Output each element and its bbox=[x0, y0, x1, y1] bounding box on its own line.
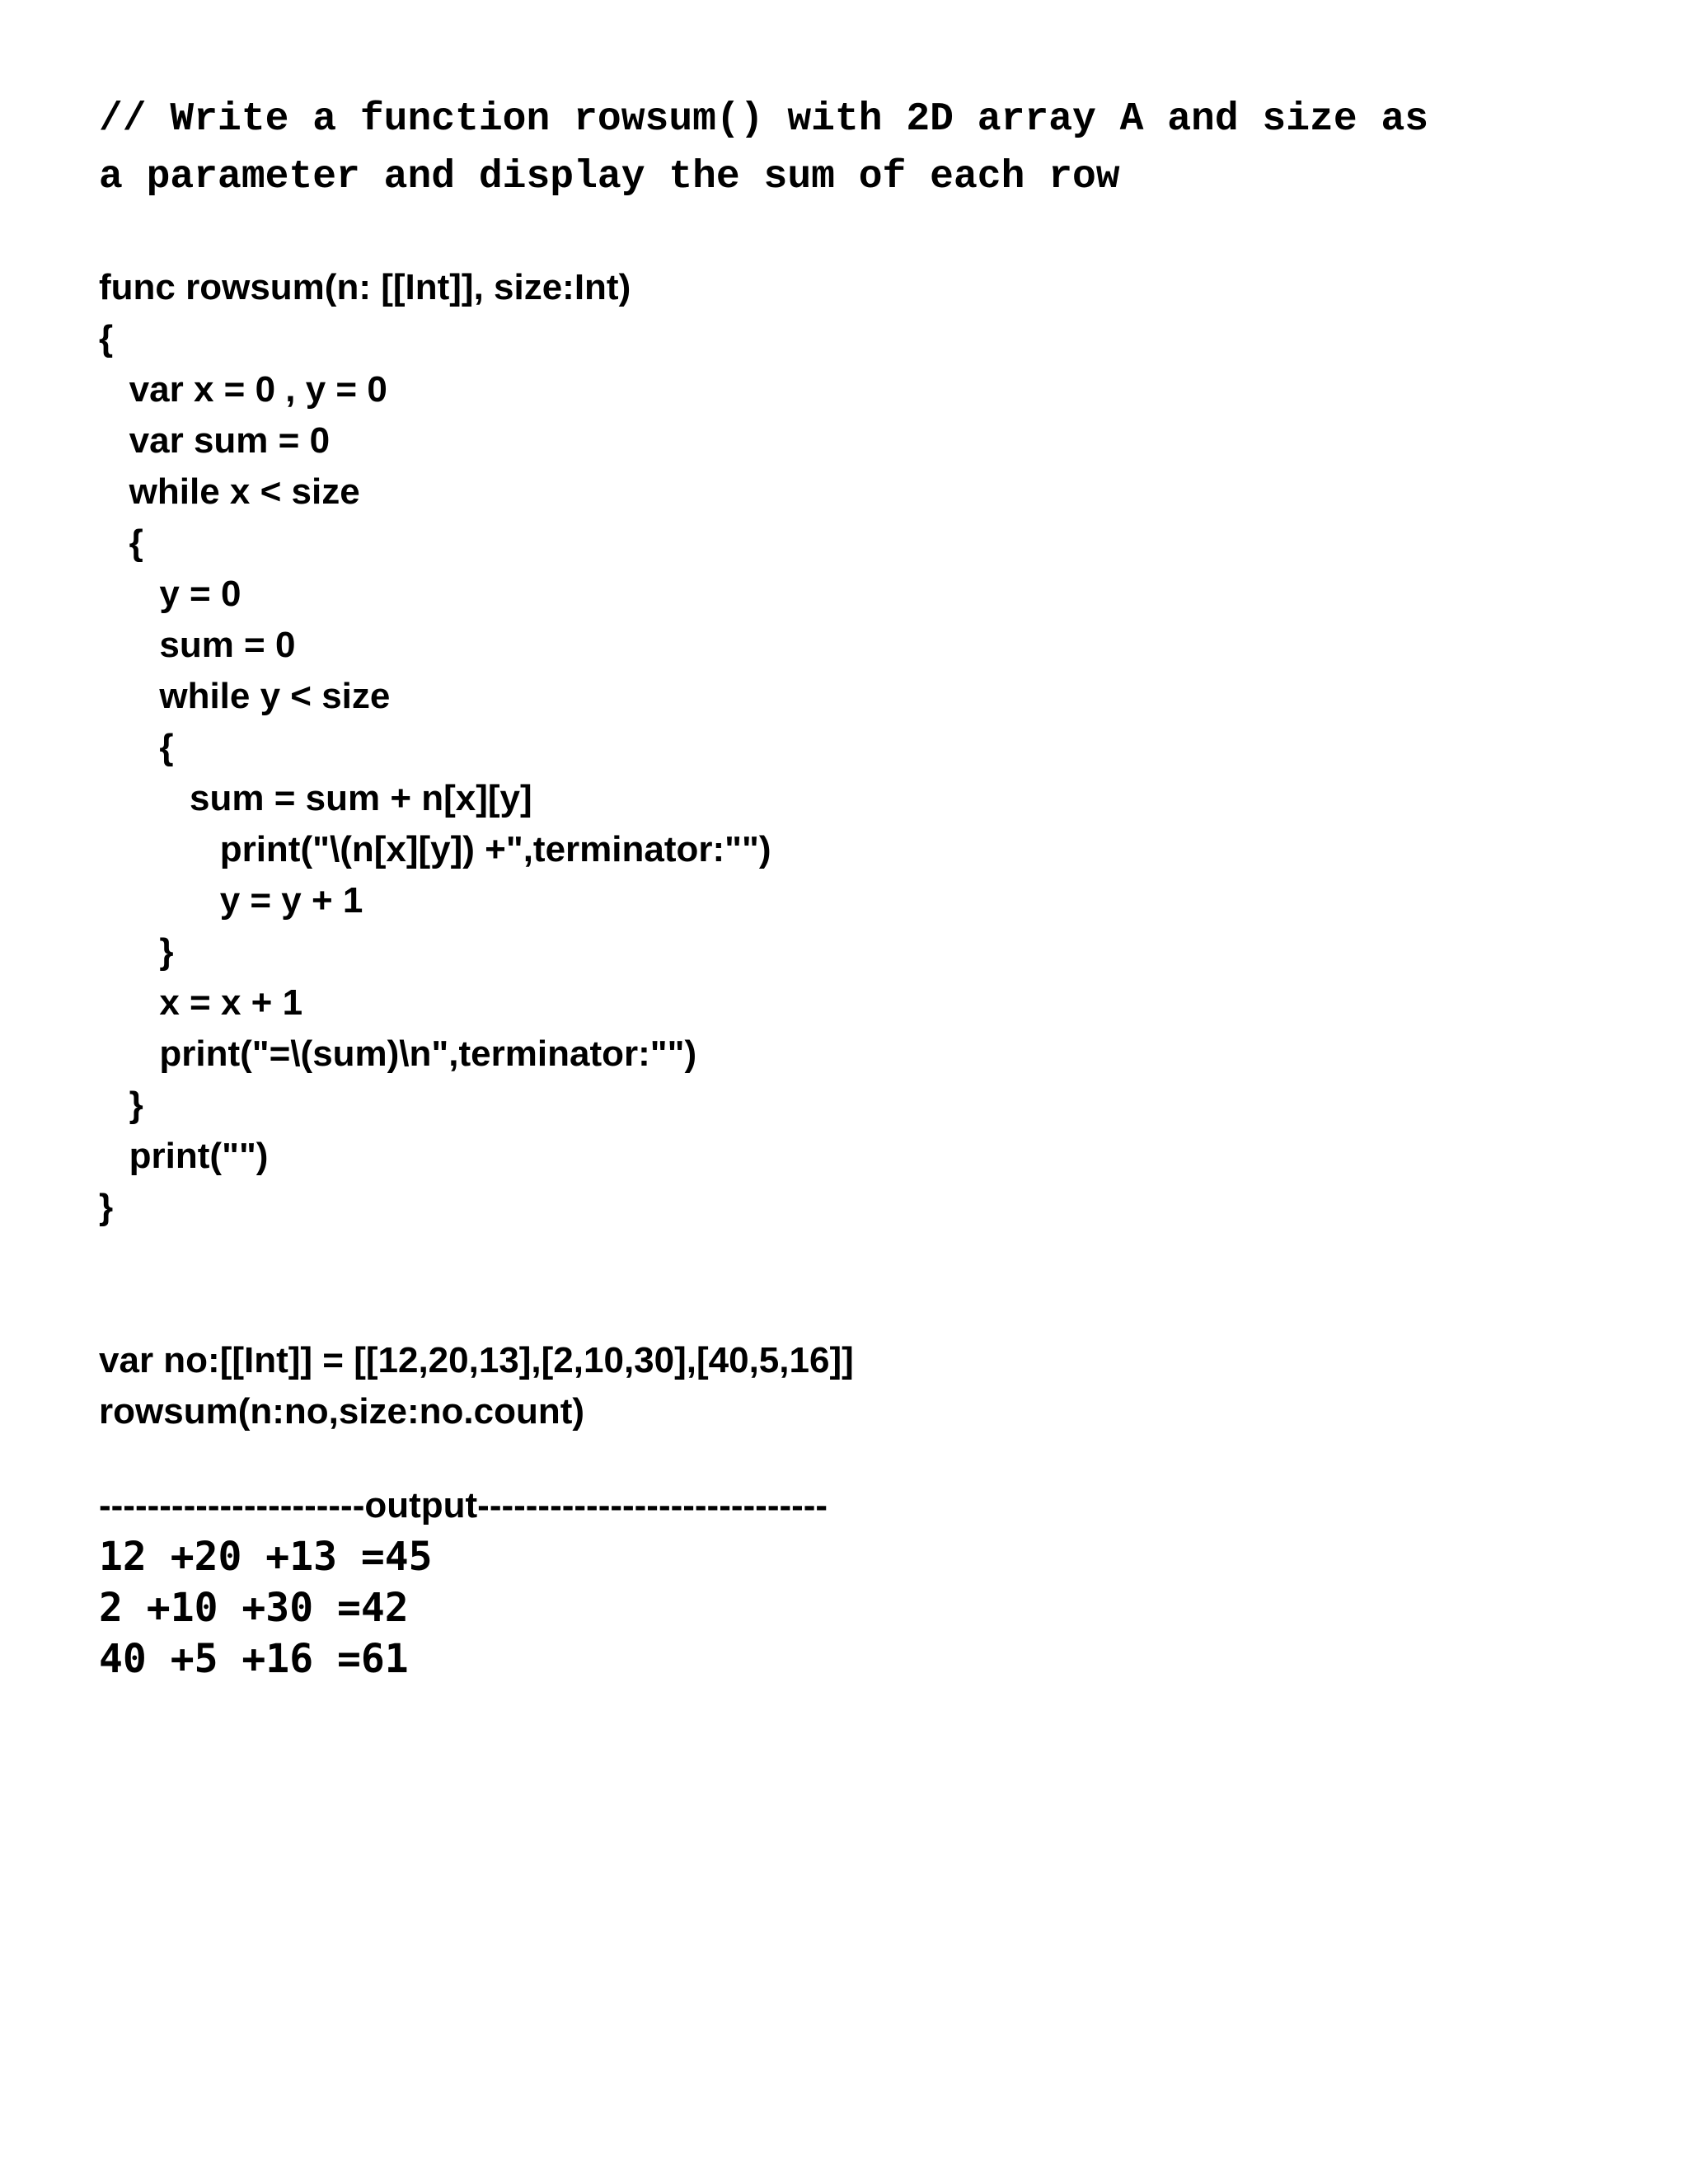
code-line: while y < size bbox=[99, 676, 391, 716]
code-line-blank bbox=[99, 1233, 854, 1284]
output-line: 12 +20 +13 =45 bbox=[99, 1534, 433, 1580]
code-line: print("\(n[x][y]) +",terminator:"") bbox=[99, 829, 771, 869]
comment-line: a parameter and display the sum of each row bbox=[99, 155, 1120, 199]
code-line: var x = 0 , y = 0 bbox=[99, 369, 387, 410]
comment-line: // Write a function rowsum() with 2D array A and size as bbox=[99, 97, 1429, 142]
code-line-blank bbox=[99, 1284, 854, 1335]
code-line: } bbox=[99, 1187, 114, 1227]
code-block bbox=[99, 262, 854, 1437]
code-line: func rowsum(n: [[Int]], size:Int) bbox=[99, 267, 631, 307]
code-line: } bbox=[99, 931, 174, 972]
output-separator: ----------------------output----------------------------- bbox=[99, 1485, 828, 1526]
code-line: x = x + 1 bbox=[99, 982, 303, 1023]
code-line: y = 0 bbox=[99, 574, 241, 614]
code-line: rowsum(n:no,size:no.count) bbox=[99, 1391, 585, 1432]
output-line: 40 +5 +16 =61 bbox=[99, 1636, 409, 1682]
code-line: print("") bbox=[99, 1136, 269, 1176]
output-line: 2 +10 +30 =42 bbox=[99, 1585, 409, 1631]
code-line: var no:[[Int]] = [[12,20,13],[2,10,30],[40,5,16]] bbox=[99, 1340, 854, 1380]
code-line: } bbox=[99, 1085, 143, 1125]
code-line: var sum = 0 bbox=[99, 420, 331, 461]
output-block bbox=[99, 1531, 433, 1685]
task-comment bbox=[99, 91, 1615, 206]
code-line: { bbox=[99, 523, 143, 563]
code-line: y = y + 1 bbox=[99, 880, 363, 921]
code-line: { bbox=[99, 727, 174, 767]
code-line: print("=\(sum)\n",terminator:"") bbox=[99, 1033, 697, 1074]
code-line: sum = sum + n[x][y] bbox=[99, 778, 532, 818]
code-line: sum = 0 bbox=[99, 625, 296, 665]
code-line: { bbox=[99, 318, 114, 359]
code-line: while x < size bbox=[99, 471, 360, 512]
